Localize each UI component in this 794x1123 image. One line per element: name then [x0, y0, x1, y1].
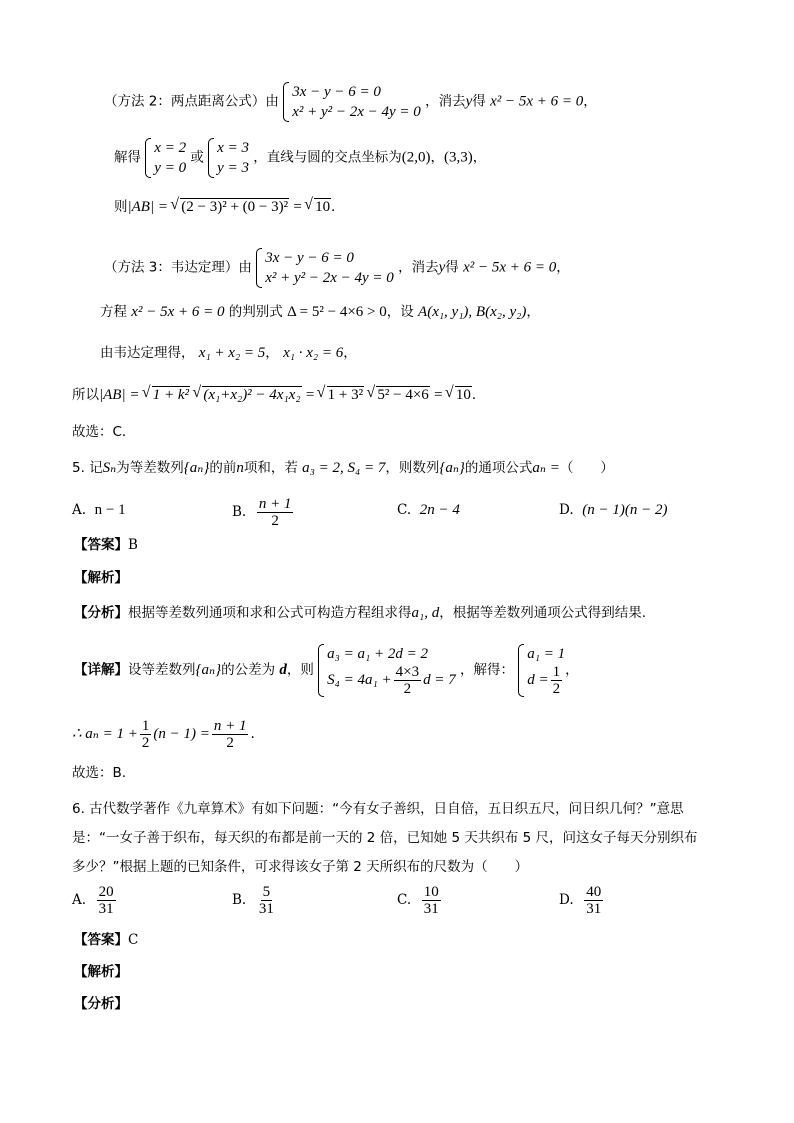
- q6-analysis-tag: 【解析】: [74, 964, 128, 980]
- detail-text-c: ，则: [286, 662, 314, 678]
- q5-an-set-2: {aₙ}: [439, 460, 465, 476]
- method2-var: y: [465, 93, 473, 110]
- q6-opt-a-frac: [97, 884, 116, 917]
- q5-stem-c: 的前: [209, 460, 237, 476]
- vieta-product: x₁ · x₂ = 6: [283, 345, 344, 361]
- detail-tag: 【详解】: [74, 662, 128, 678]
- method2-elim-text2: 得: [472, 93, 486, 110]
- q5-stem-d: 项和，若: [243, 460, 298, 476]
- fenxi-tag: 【分析】: [74, 605, 128, 621]
- final-mid: (n − 1) =: [153, 726, 210, 742]
- q6-opt-c-label: C.: [397, 892, 412, 908]
- sys2-right: d = 7: [423, 671, 456, 688]
- q6-options: [72, 884, 752, 924]
- then-text: 则: [114, 199, 128, 215]
- method3-end: ，: [556, 259, 570, 276]
- equals-2: =: [434, 387, 443, 403]
- final-end: .: [250, 726, 255, 742]
- detail-text-b: 的公差为: [221, 662, 276, 678]
- q6-opt-d-den: 31: [586, 901, 602, 917]
- sol2-left: d =: [527, 671, 549, 688]
- q6-opt-a-num: 20: [98, 884, 114, 900]
- final-den2: 2: [226, 735, 234, 751]
- so-text: 所以: [72, 387, 99, 403]
- q6-opt-d-label: D.: [559, 892, 574, 908]
- detail-text-a: 设等差数列: [128, 662, 196, 678]
- q5-opt-b-num: n + 1: [258, 496, 292, 512]
- chord-ab: |AB| =: [99, 387, 140, 403]
- comma: ，: [430, 149, 444, 166]
- q5-option-d[interactable]: [559, 500, 667, 520]
- q5-opt-b-frac: [257, 496, 294, 529]
- q6-line-3: 多少？”根据上题的已知条件，可求得该女子第 2 天所织布的尺数为（ ）: [72, 859, 529, 875]
- q6-opt-b-den: 31: [258, 901, 274, 917]
- q6-answer-value: C: [128, 932, 139, 948]
- period-2: ．: [471, 387, 486, 403]
- q6-line-1: 6. 古代数学著作《九章算术》有如下问题：“今有女子善织，日自倍，五日织五尺，问日织几何？”意思: [72, 801, 684, 817]
- method3-result: x² − 5x + 6 = 0: [463, 259, 557, 276]
- q5-stem-e: ，则数列: [385, 460, 440, 476]
- method2-prefix: （方法 2：两点距离公式）由: [104, 93, 279, 110]
- method2-elim-text: ，消去: [425, 93, 466, 110]
- q5-opt-c-value: 2n − 4: [419, 502, 460, 518]
- distance-sqrt: [172, 197, 289, 217]
- sol2-den: 2: [552, 681, 561, 697]
- q5-stem-a: 5. 记: [72, 460, 103, 476]
- point-1: (2,0): [401, 149, 431, 166]
- q5-answer: [74, 535, 138, 555]
- q5-opt-b-den: 2: [271, 513, 279, 529]
- method3-var: y: [438, 259, 446, 276]
- q6-answer-tag: 【答案】: [74, 932, 128, 948]
- method2-eq1: 3x − y − 6 = 0: [292, 84, 381, 100]
- method2-distance: [114, 197, 345, 217]
- method2-solution: [114, 138, 486, 178]
- q5-stem-f: 的通项公式: [464, 460, 533, 476]
- method2-line: [104, 82, 597, 122]
- final-num: 1: [141, 718, 150, 734]
- sqrt-1k2: [144, 385, 190, 405]
- sqrt-x1x2-value: (x₁+x₂)² − 4x₁x₂: [203, 387, 301, 403]
- sqrt-1-3sq: [319, 385, 364, 405]
- fenxi-text: 根据等差数列通项和求和公式可构造方程组求得: [128, 605, 412, 621]
- method3-system: [256, 248, 394, 288]
- sys2-frac: [394, 664, 421, 697]
- sol2-x: x = 3: [217, 140, 249, 156]
- q6-opt-a-label: A.: [72, 892, 87, 908]
- sol2-y: y = 3: [217, 160, 249, 176]
- vieta-sep: ，: [265, 345, 279, 361]
- q5-option-b[interactable]: [232, 496, 295, 529]
- detail-sol2: [527, 664, 565, 697]
- ab-length: |AB| =: [127, 199, 168, 215]
- fenxi-end: ，根据等差数列通项公式得到结果.: [439, 605, 647, 621]
- method3-eq1: 3x − y − 6 = 0: [265, 250, 354, 266]
- q5-option-a[interactable]: [72, 500, 126, 520]
- sys2-left: S₄ = 4a₁ +: [327, 671, 392, 688]
- detail-d: d: [279, 662, 287, 678]
- sol2-frac: [551, 664, 563, 697]
- disc-end: ，: [526, 304, 540, 320]
- q5-opt-a-label: A.: [72, 502, 87, 518]
- distance-expr: (2 − 3)² + (0 − 3)²: [181, 199, 289, 215]
- method2-end: ，: [583, 93, 597, 110]
- method2-system: [283, 82, 421, 122]
- q6-option-d[interactable]: [559, 884, 605, 917]
- detail-solution: [518, 644, 565, 697]
- solution-system-2: [208, 138, 249, 178]
- fenxi-vars: a₁, d: [411, 605, 440, 621]
- comma-2: ，: [472, 149, 487, 166]
- sqrt-10-b-value: 10: [455, 387, 471, 403]
- method3-eq2: x² + y² − 2x − 4y = 0: [265, 270, 394, 286]
- q5-option-c[interactable]: [397, 500, 460, 520]
- detail-text-e: ，解得：: [460, 662, 514, 678]
- sol1-y: y = 0: [154, 160, 187, 176]
- sys2-den: 2: [403, 681, 412, 697]
- q6-opt-c-den: 31: [423, 901, 439, 917]
- sqrt-5sq-value: 5² − 4×6: [377, 387, 429, 403]
- q6-opt-d-num: 40: [586, 884, 602, 900]
- sys2-num: 4×3: [395, 664, 420, 680]
- final-den: 2: [141, 735, 150, 751]
- detail-end: ，: [565, 662, 579, 678]
- choice-4: 故选：C．: [72, 424, 136, 440]
- vieta-sum: x₁ + x₂ = 5: [198, 345, 266, 361]
- q6-opt-b-frac: [257, 884, 276, 917]
- final-num2: n + 1: [213, 718, 247, 734]
- final-frac-2: [212, 718, 249, 751]
- q5-opt-b-label: B.: [232, 504, 247, 520]
- vieta-text: 由韦达定理得，: [100, 345, 195, 361]
- disc-text-b: 的判别式: [228, 304, 283, 320]
- sol1-x: x = 2: [154, 140, 187, 156]
- sol2-num: 1: [552, 664, 561, 680]
- q6-opt-b-label: B.: [232, 892, 247, 908]
- equals-1: =: [305, 387, 315, 403]
- detail-system: [318, 644, 456, 697]
- detail-an-set: {aₙ}: [195, 662, 222, 678]
- solution-system-1: [145, 138, 186, 178]
- disc-equation: x² − 5x + 6 = 0: [131, 304, 225, 320]
- final-left: ∴ aₙ = 1 +: [72, 726, 138, 742]
- q5-options: [72, 496, 752, 536]
- q6-fenxi-tag: 【分析】: [74, 996, 128, 1012]
- q5-an-set: {aₙ}: [183, 460, 210, 476]
- detail-sys-eq2: [327, 664, 456, 697]
- q5-detail: [74, 644, 579, 697]
- q5-n: n: [236, 460, 244, 476]
- q5-choice: 故选：B.: [72, 765, 127, 781]
- q6-option-c[interactable]: [397, 884, 443, 917]
- q5-opt-d-value: (n − 1)(n − 2): [582, 502, 668, 518]
- q5-an-eq: aₙ =: [532, 460, 560, 476]
- q5-opt-c-label: C.: [397, 502, 412, 518]
- q5-stem-b: 为等差数列: [116, 460, 184, 476]
- method2-result: x² − 5x + 6 = 0: [490, 93, 584, 110]
- sqrt-10-b: [447, 385, 472, 405]
- equals: =: [293, 199, 302, 215]
- q5-opt-d-label: D.: [559, 502, 574, 518]
- sqrt-10-value: 10: [315, 199, 331, 215]
- q5-sn: Sₙ: [102, 460, 117, 476]
- disc-expression: Δ = 5² − 4×6 > 0: [287, 304, 387, 320]
- chord-length-line: [72, 385, 485, 405]
- sqrt-1k2-value: 1 + k²: [152, 387, 190, 403]
- detail-sol1: a₁ = 1: [527, 646, 566, 662]
- q6-line-2: 是：“一女子善于织布，每天织的布都是前一天的 2 倍，已知她 5 天共织布 5 尺，问这女子每天分别织布: [72, 830, 698, 846]
- q6-opt-a-den: 31: [98, 901, 114, 917]
- q6-option-a[interactable]: [72, 884, 118, 917]
- method3-line: [104, 248, 570, 288]
- discriminant-line: [100, 302, 540, 322]
- period: ．: [331, 199, 345, 215]
- vieta-line: [100, 343, 357, 363]
- sqrt-10: [306, 197, 331, 217]
- q6-opt-c-frac: [422, 884, 441, 917]
- q5-stem: [72, 458, 614, 478]
- method3-elim-text2: 得: [445, 259, 459, 276]
- q5-fenxi: [74, 603, 646, 623]
- q6-option-b[interactable]: [232, 884, 278, 917]
- solve-prefix: 解得: [114, 149, 141, 166]
- detail-sys-eq1: a₃ = a₁ + 2d = 2: [327, 646, 428, 662]
- sqrt-1-3sq-value: 1 + 3²: [327, 387, 364, 403]
- q5-final: [72, 718, 255, 751]
- method3-prefix: （方法 3：韦达定理）由: [104, 259, 252, 276]
- q5-condition: a₃ = 2, S₄ = 7: [302, 460, 386, 476]
- q6-opt-b-num: 5: [262, 884, 271, 900]
- final-frac: [140, 718, 152, 751]
- q5-paren: （ ）: [559, 460, 614, 476]
- point-2: (3,3): [444, 149, 473, 166]
- q6-opt-c-num: 10: [423, 884, 439, 900]
- sqrt-5sq: [368, 385, 429, 405]
- disc-text-c: ，设: [386, 304, 414, 320]
- q6-answer: [74, 930, 138, 950]
- disc-text-a: 方程: [100, 304, 127, 320]
- q5-analysis-tag: 【解析】: [74, 570, 128, 586]
- sqrt-x1x2: [194, 385, 301, 405]
- q6-opt-d-frac: [584, 884, 603, 917]
- q5-opt-a-value: n − 1: [94, 502, 126, 518]
- points-text: ，直线与圆的交点坐标为: [253, 149, 402, 166]
- disc-points: A(x₁, y₁), B(x₂, y₂): [418, 304, 527, 320]
- method2-eq2: x² + y² − 2x − 4y = 0: [292, 104, 421, 120]
- or-text: 或: [190, 149, 204, 166]
- answer-value: B: [128, 537, 138, 553]
- method3-elim-text: ，消去: [398, 259, 439, 276]
- answer-tag: 【答案】: [74, 537, 128, 553]
- vieta-end: ，: [343, 345, 357, 361]
